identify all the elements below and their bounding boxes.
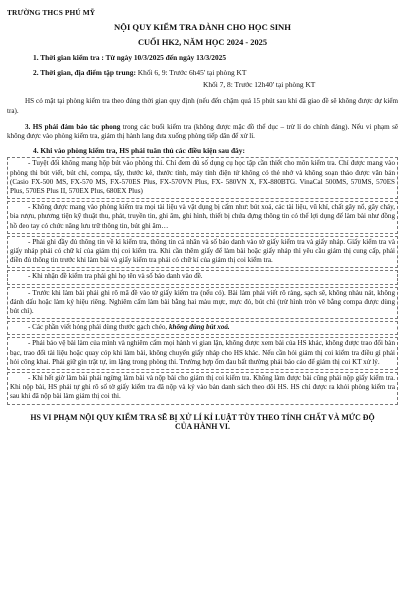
rule-item-1: - Tuyệt đối không mang hộp bút vào phòng thi. Chỉ đem đủ số dụng cụ học tập cần thiết cho môn kiểm tra. Chỉ được mang vào phòng thi bút viết, bút chì, compa, tẩy, thước kẻ, thước tính, máy tính điện tử không có thẻ nhớ và không soạn thảo được văn bản (Casio FX-500 MS, FX-570 MS, FX-570ES Plus, FX-570VN Plus, FX- 580VN X, FX-880BTG. VinaCal 500MS, 570MS, 570ES Plus, 570ES Plus II, 570EX Plus, 680EX Plus) — [10, 159, 395, 196]
rule-item-4-box — [7, 270, 398, 284]
section-4-heading: 4. Khi vào phòng kiểm tra, HS phải tuân thủ các điều kiện sau đây: — [33, 146, 245, 156]
rule-item-3: - Phải ghi đầy đủ thông tin về kì kiểm tra, thông tin cá nhân và số báo danh vào tờ giấy kiểm tra và giấy nháp. Giấy kiểm tra và giấy nháp phải có chữ kí của giám thị coi kiểm tra. Khi cần thêm giấy để làm bài hoặc giấy nháp thì yêu cầu giám thị cung cấp, phải điền đủ thông tin trước khi làm bài và giấy kiểm tra phải có chữ kí của giám thị coi kiểm tra. — [10, 237, 395, 265]
rule-item-4: - Khi nhận đề kiểm tra phải ghi họ tên và số báo danh vào đề. — [28, 272, 203, 281]
section-3-paragraph — [7, 123, 398, 141]
rule-item-6-box — [7, 321, 398, 335]
section-2-heading — [7, 68, 398, 77]
school-name: TRƯỜNG THCS PHÚ MỸ — [7, 8, 96, 17]
section-2-label: 2. Thời gian, địa điểm tập trung: — [33, 68, 136, 78]
document-title: NỘI QUY KIỂM TRA DÀNH CHO HỌC SINH — [114, 22, 291, 32]
rule-item-8-box — [7, 372, 398, 405]
rule-item-7-box — [7, 337, 398, 370]
rule-item-2-box — [7, 201, 398, 234]
section-2-paragraph: HS có mặt tại phòng kiểm tra theo đúng thời gian quy định (nếu đến chậm quá 15 phút sau khi đã giao đề sẽ không được dự kiểm tra). — [7, 97, 398, 115]
rule-item-6-text: - Các phần viết hỏng phải dùng thước gạch chéo, — [28, 323, 168, 332]
section-1-heading: 1. Thời gian kiểm tra : Từ ngày 10/3/2025 đến ngày 13/3/2025 — [33, 53, 227, 62]
strike-note: không dùng bút xoá. — [168, 323, 230, 332]
rule-item-2: - Không được mang vào phòng kiểm tra mọi tài liệu và vật dụng bị cấm như: bút xoá, các tài liệu, vũ khí, chất gây nổ, gây cháy, bia rượu, phương tiện kỹ thuật thu, phát, truyền tin, ghi âm, ghi hình, thiết bị chứa đựng thông tin có thể lợi dụng để làm bài như đồng hồ đeo tay có chức năng lưu trữ thông tin, bút ghi âm… — [10, 203, 395, 230]
rule-item-1-box — [7, 157, 398, 199]
document-subtitle: CUỐI HK2, NĂM HỌC 2024 - 2025 — [137, 38, 268, 47]
rule-item-8: - Khi hết giờ làm bài phải ngừng làm bài và nộp bài cho giám thị coi kiểm tra. Không làm được bài cũng phải nộp giấy kiểm tra. Khi nộp bài, HS phải tự ghi rõ số tờ giấy kiểm tra đã nộp và ký vào bản danh sách theo dõi HS. HS chỉ được ra khỏi phòng kiểm tra sau khi đã nộp bài làm giám thị coi thi. — [10, 374, 395, 401]
rule-item-7: - Phải bảo vệ bài làm của mình và nghiêm cấm mọi hành vi gian lận, không được xem bài của HS khác, không được trao đổi bàn bạc, trao đổi tài liệu hoặc quay cóp khi làm bài, không chuyển giấy nháp cho HS khác. Nếu cần hỏi giám thị coi kiểm tra điều gì phải hỏi công khai. Phải giữ gìn trật tự, im lặng trong phòng thi. Trường hợp ốm đau bất thường phải báo cáo để giám thị coi KT xử lý. — [10, 339, 395, 366]
rule-item-5-box — [7, 287, 398, 320]
rule-item-6 — [10, 323, 395, 332]
section-2-line-1: Khối 6, 9: Trước 6h45' tại phòng KT — [137, 68, 247, 78]
rule-item-3-box — [7, 236, 398, 269]
section-3-text: trong các buổi kiểm tra (không được mặc đồ thể dục – trừ lí do chính đáng). Nếu vi phạm sẽ không được vào phòng kiểm tra, giám thị hành lang đưa xuống phòng tiếp dân để xử lí. — [7, 122, 398, 141]
rule-item-5: - Trước khi làm bài phải ghi rõ mã đề vào tờ giấy kiểm tra (nếu có). Bài làm phải viết rõ ràng, sạch sẽ, không nhàu nát, không đánh dấu hoặc làm ký hiệu riêng. Nghiêm cấm làm bài bằng hai màu mực, mực đỏ, bút chì (trừ hình tròn vẽ bằng compa được dùng bút chì). — [10, 288, 395, 316]
section-2-line-2: Khối 7, 8: Trước 12h40' tại phòng KT — [203, 80, 316, 90]
section-3-label: 3. HS phải đảm bảo tác phong — [25, 122, 121, 131]
footer-warning: HS VI PHẠM NỘI QUY KIỂM TRA SẼ BỊ XỬ LÍ KỈ LUẬT TÙY THEO TÍNH CHẤT VÀ MỨC ĐỘ CỦA HÀNH VI. — [30, 412, 375, 432]
